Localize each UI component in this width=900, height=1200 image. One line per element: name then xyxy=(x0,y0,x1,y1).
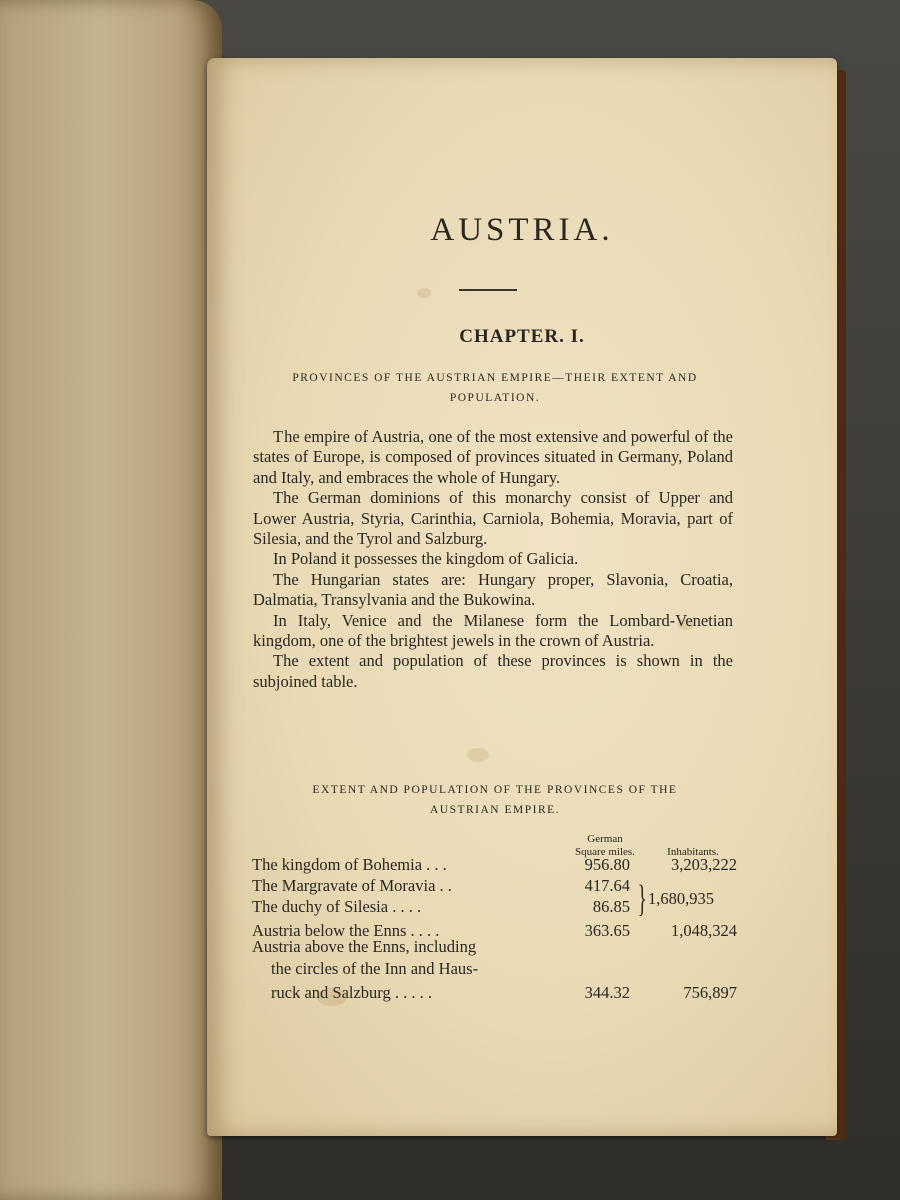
table-row xyxy=(252,937,737,957)
table-title-line2: AUSTRIAN EMPIRE. xyxy=(429,804,561,816)
page-title: AUSTRIA. xyxy=(430,212,614,248)
chapter-heading: CHAPTER. I. xyxy=(459,326,585,347)
table-row xyxy=(271,983,737,1003)
province-area: 363.65 xyxy=(584,921,630,940)
province-name: The duchy of Silesia . . . . xyxy=(252,897,422,916)
chapter-subtitle xyxy=(250,368,740,408)
province-name: The Margravate of Moravia . . xyxy=(252,876,452,895)
combined-population: 1,680,935 xyxy=(648,889,714,908)
table-row xyxy=(271,959,737,979)
province-name: Austria above the Enns, including xyxy=(252,937,477,956)
table-row xyxy=(252,855,737,875)
area-header-line1: German xyxy=(587,833,623,845)
paragraph-5: In Italy, Venice and the Milanese form the Lombard-Venetian kingdom, one of the brightest jewels in the crown of Austria. xyxy=(253,610,733,651)
paragraph-6: The extent and population of these provinces is shown in the subjoined table. xyxy=(253,651,733,691)
province-area: 86.85 xyxy=(592,897,630,916)
province-population: 1,048,324 xyxy=(671,921,737,940)
province-name: ruck and Salzburg . . . . . xyxy=(271,983,432,1002)
province-name: The kingdom of Bohemia . . . xyxy=(252,855,447,874)
population-column-header: Inhabitants. xyxy=(667,846,719,858)
paragraph-4: The Hungarian states are: Hungary proper, Slavonia, Croatia, Dalmatia, Transylvania and the Bukowina. xyxy=(253,569,733,610)
chapter-subtitle-line1: PROVINCES OF THE AUSTRIAN EMPIRE—THEIR EXTENT AND xyxy=(292,372,698,384)
paragraph-1: The empire of Austria, one of the most extensive and powerful of the states of Europe, is composed of provinces situated in Germany, Poland and Italy, and embraces the whole of Hungary. xyxy=(253,427,733,487)
paragraph-2: The German dominions of this monarchy consist of Upper and Lower Austria, Styria, Carinthia, Carniola, Bohemia, Moravia, part of Silesia, and the Tyrol and Salzburg. xyxy=(253,488,733,549)
province-area: 956.80 xyxy=(584,855,630,874)
left-page xyxy=(0,0,222,1200)
grouping-brace: } xyxy=(637,878,647,920)
chapter-subtitle-line2: POPULATION. xyxy=(449,392,541,404)
title-divider xyxy=(459,289,517,291)
table-title-line1: EXTENT AND POPULATION OF THE PROVINCES OF THE xyxy=(312,784,678,796)
province-population: 756,897 xyxy=(683,983,737,1002)
body-text xyxy=(253,427,733,692)
province-population: 3,203,222 xyxy=(671,855,737,874)
province-area: 417.64 xyxy=(584,876,630,895)
province-name: Austria below the Enns . . . . xyxy=(252,921,440,940)
paragraph-3: In Poland it possesses the kingdom of Galicia. xyxy=(273,549,579,569)
province-name: the circles of the Inn and Haus- xyxy=(271,959,479,978)
table-title xyxy=(250,780,740,820)
area-header-line2: Square miles. xyxy=(575,846,635,858)
province-area: 344.32 xyxy=(584,983,630,1002)
